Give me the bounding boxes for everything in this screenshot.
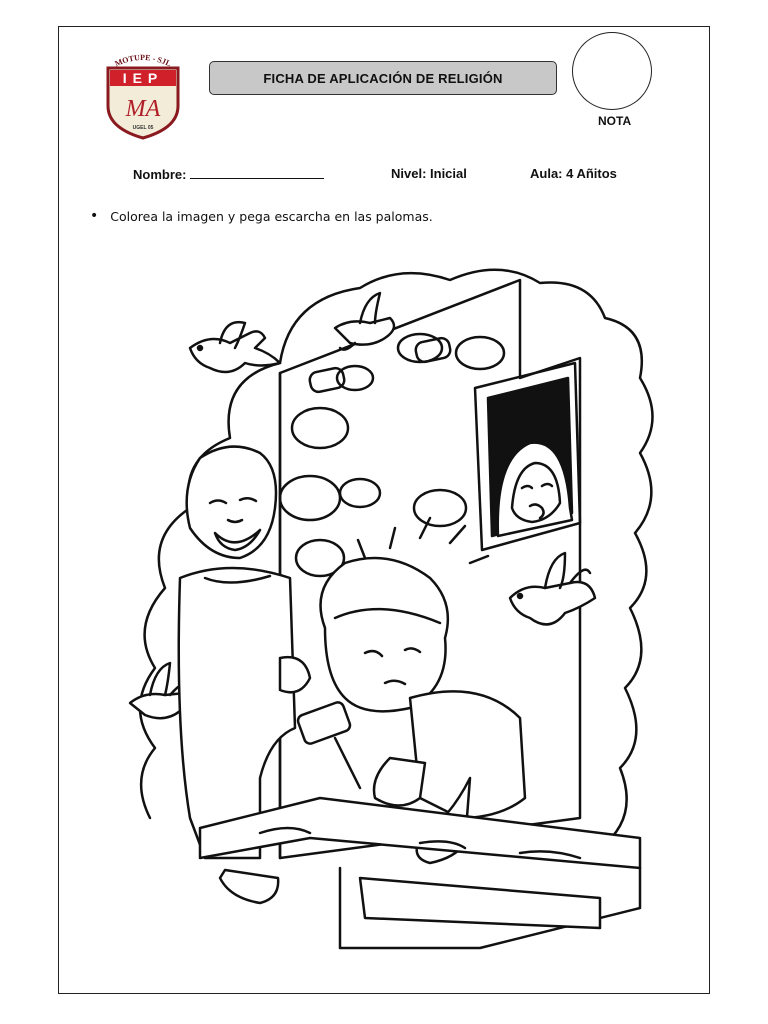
school-logo bbox=[98, 48, 188, 140]
dove-icon bbox=[335, 293, 394, 350]
logo-ugel: UGEL 05 bbox=[132, 125, 154, 131]
grade-label: NOTA bbox=[598, 114, 632, 128]
worksheet-title: FICHA DE APLICACIÓN DE RELIGIÓN bbox=[263, 70, 503, 86]
logo-arc-text: MOTUPE - SJL bbox=[113, 52, 173, 69]
worksheet-title-box bbox=[209, 61, 557, 95]
name-label: Nombre: bbox=[133, 167, 187, 182]
classroom-label: Aula: 4 Añitos bbox=[530, 166, 617, 181]
coloring-illustration bbox=[120, 258, 660, 958]
dove-icon bbox=[510, 553, 595, 624]
level-label: Nivel: Inicial bbox=[391, 166, 467, 181]
instruction-text: Colorea la imagen y pega escarcha en las palomas. bbox=[110, 208, 433, 224]
dove-icon bbox=[190, 322, 280, 372]
name-blank-line[interactable] bbox=[190, 166, 324, 179]
logo-school-initials: IEP bbox=[122, 70, 164, 86]
grade-circle[interactable] bbox=[572, 32, 652, 110]
svg-text:MOTUPE - SJL bbox=[113, 53, 172, 68]
instruction-item bbox=[90, 208, 433, 224]
bullet: • bbox=[90, 208, 99, 224]
name-field[interactable] bbox=[133, 166, 324, 182]
mallet-icon bbox=[296, 701, 360, 788]
logo-monogram: MA bbox=[125, 96, 161, 122]
